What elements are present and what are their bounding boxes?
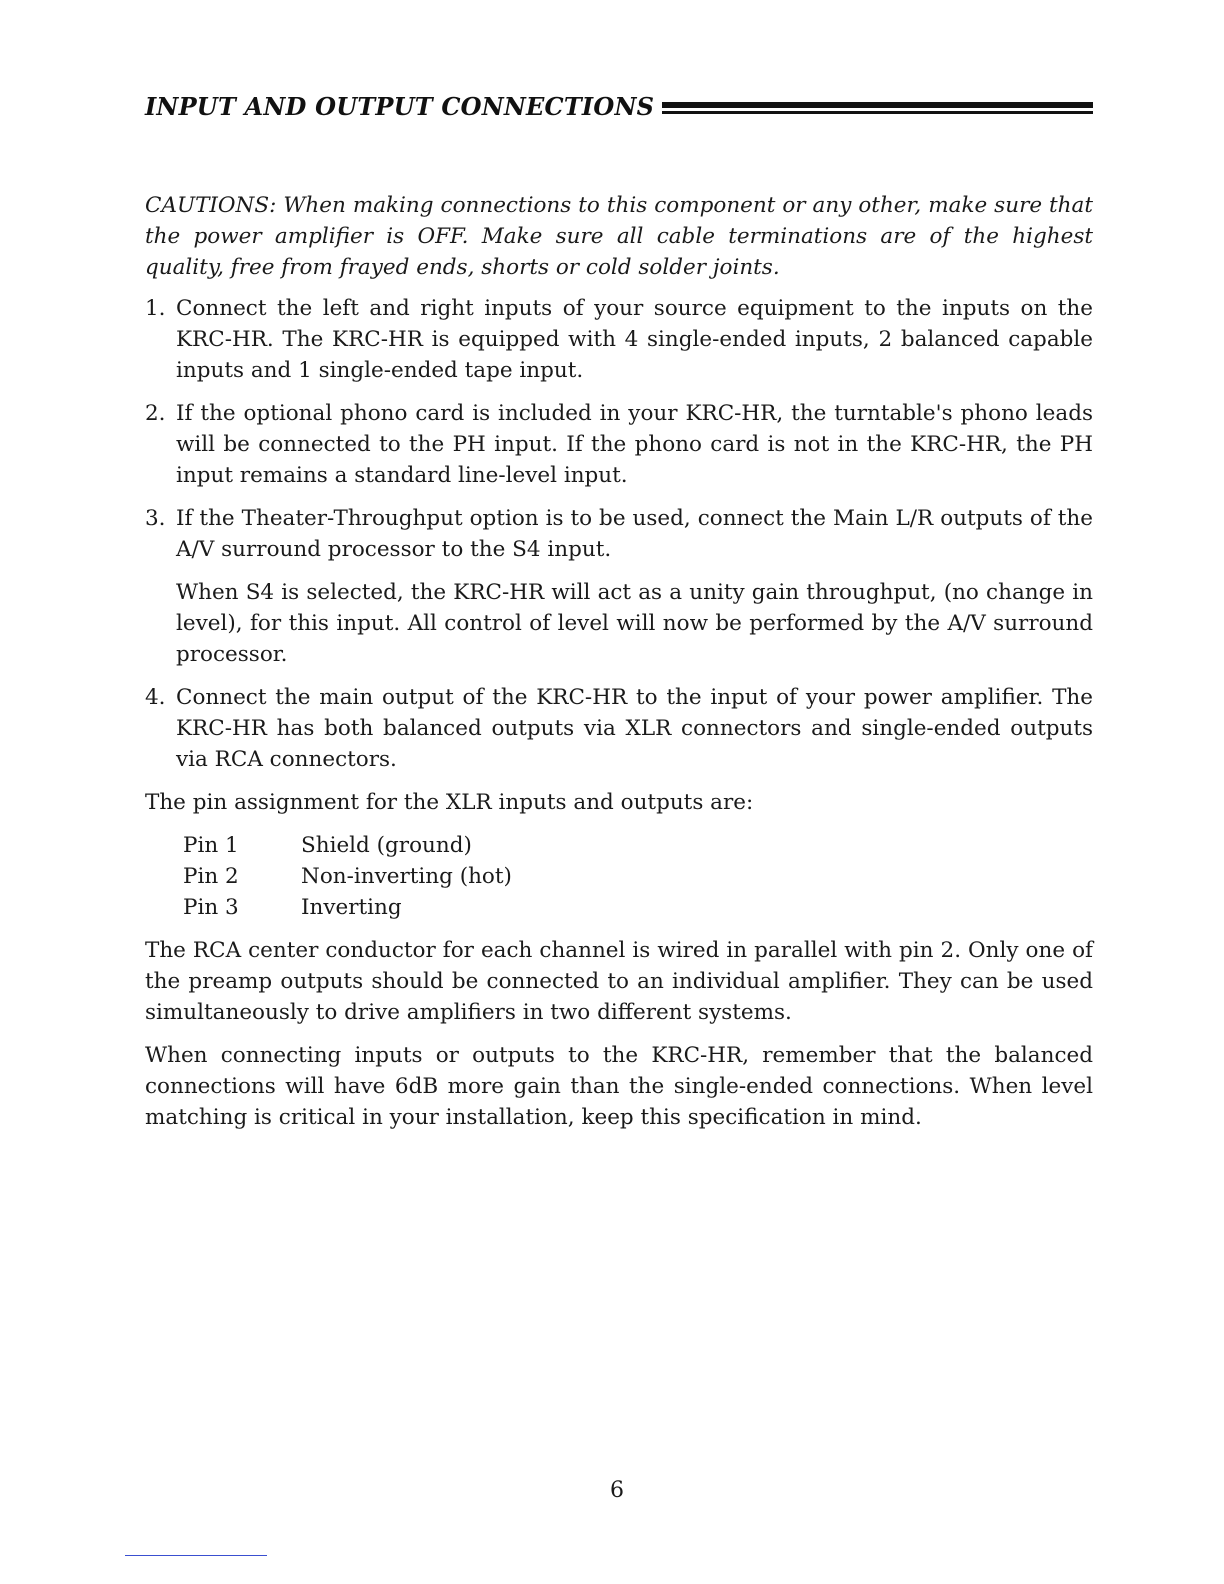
footer-rule bbox=[125, 1555, 267, 1556]
pin-assignment-table bbox=[183, 830, 512, 923]
pin-label: Pin 2 bbox=[183, 864, 239, 889]
step-number: 3. bbox=[145, 506, 166, 531]
section-header bbox=[145, 88, 1093, 124]
table-row bbox=[183, 830, 512, 861]
step-number: 4. bbox=[145, 685, 166, 710]
pin-label: Pin 1 bbox=[183, 833, 239, 858]
section-title: INPUT AND OUTPUT CONNECTIONS bbox=[145, 91, 655, 121]
header-rule-thin bbox=[662, 111, 1093, 114]
table-row bbox=[183, 861, 512, 892]
pin-function: Non-inverting (hot) bbox=[301, 864, 512, 889]
step-text: Connect the main output of the KRC-HR to the input of your power amplifier. The KRC-HR has both balanced outputs via XLR connectors and single-ended outputs via RCA connectors. bbox=[176, 685, 1093, 772]
step-text: If the Theater-Throughput option is to be used, connect the Main L/R outputs of the A/V surround processor to the S4 input. bbox=[176, 506, 1093, 562]
pin-label: Pin 3 bbox=[183, 895, 239, 920]
step-number: 1. bbox=[145, 296, 166, 321]
connection-steps bbox=[145, 293, 1093, 775]
step-item bbox=[145, 398, 1093, 491]
step-note: When S4 is selected, the KRC-HR will act as a unity gain throughput, (no change in level), for this input. All control of level will now be performed by the A/V surround processor. bbox=[176, 580, 1093, 667]
page-number: 6 bbox=[610, 1478, 624, 1503]
pin-intro: The pin assignment for the XLR inputs and outputs are: bbox=[145, 790, 754, 815]
header-rule bbox=[662, 102, 1093, 114]
step-item bbox=[145, 682, 1093, 775]
pin-function: Shield (ground) bbox=[301, 833, 472, 858]
table-row bbox=[183, 892, 512, 923]
pin-function: Inverting bbox=[301, 895, 402, 920]
step-item bbox=[145, 503, 1093, 670]
step-item bbox=[145, 293, 1093, 386]
page-content bbox=[145, 190, 1093, 1145]
gain-paragraph: When connecting inputs or outputs to the KRC-HR, remember that the balanced connections will have 6dB more gain than the single-ended connections. When level matching is critical in your installation, keep this specification in mind. bbox=[145, 1043, 1093, 1130]
step-number: 2. bbox=[145, 401, 166, 426]
step-text: Connect the left and right inputs of your source equipment to the inputs on the KRC-HR. The KRC-HR is equipped with 4 single-ended inputs, 2 balanced capable inputs and 1 single-ended tape input. bbox=[176, 296, 1093, 383]
header-rule-thick bbox=[662, 102, 1093, 108]
step-text: If the optional phono card is included in your KRC-HR, the turntable's phono leads will be connected to the PH input. If the phono card is not in the KRC-HR, the PH input remains a standard line-level input. bbox=[176, 401, 1093, 488]
caution-paragraph: CAUTIONS: When making connections to this component or any other, make sure that the power amplifier is OFF. Make sure all cable terminations are of the highest quality, free from frayed ends, shorts or cold solder joints. bbox=[145, 193, 1093, 280]
rca-paragraph: The RCA center conductor for each channel is wired in parallel with pin 2. Only one of the preamp outputs should be connected to an individual amplifier. They can be used simultaneously to drive amplifiers in two different systems. bbox=[145, 938, 1093, 1025]
